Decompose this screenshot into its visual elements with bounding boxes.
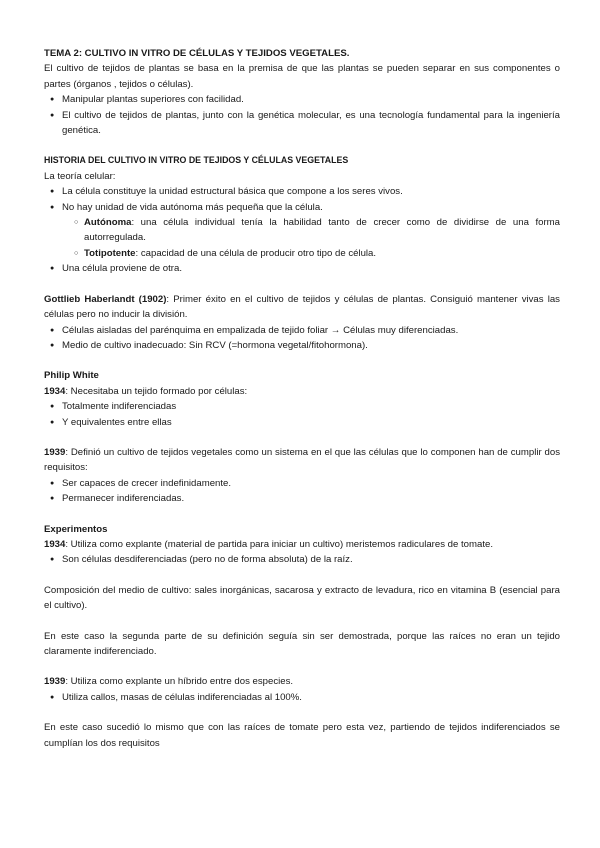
white-1939-paragraph: 1939: Definió un cultivo de tejidos vegetales como un sistema en el que las células que lo componen han de cumplir dos requisitos: [44, 446, 560, 474]
list-item: ● No hay unidad de vida autónoma más pequeña que la célula. [44, 200, 560, 215]
white-heading: Philip White [44, 370, 99, 382]
theory-label: La teoría celular: [44, 170, 116, 182]
list-item: ● Manipular plantas superiores con facilidad. [44, 92, 560, 107]
intro-paragraph: El cultivo de tejidos de plantas se basa en la premisa de que las plantas se pueden separar en sus componentes o partes (órganos , tejidos o células). [44, 63, 560, 90]
white-1939-list [44, 476, 560, 507]
arrow-icon: → [330, 324, 341, 336]
composition-paragraph: Composición del medio de cultivo: sales inorgánicas, sacarosa y extracto de levadura, rico en vitamina B (esencial para el cultivo). [44, 584, 560, 612]
white-1934-list [44, 399, 560, 430]
term-totipotente: Totipotente [84, 247, 136, 259]
list-item: ● El cultivo de tejidos de plantas, junto con la genética molecular, es una tecnología fundamental para la ingeniería genética. [44, 108, 560, 139]
list-item: ● Células aisladas del parénquima en empalizada de tejido foliar → Células muy diferenciadas. [44, 323, 560, 338]
list-item: ● Y equivalentes entre ellas [44, 415, 560, 430]
haberlandt-name: Gottlieb Haberlandt (1902) [44, 293, 167, 305]
sub-list-item [44, 246, 560, 261]
theory-list [44, 184, 560, 276]
list-item: ● Permanecer indiferenciadas. [44, 491, 560, 506]
haberlandt-list [44, 323, 560, 354]
second-part-paragraph: En este caso la segunda parte de su definición seguía sin ser demostrada, porque las raíces no eran un tejido claramente indiferenciado. [44, 630, 560, 657]
white-1934-paragraph: 1934: Necesitaba un tejido formado por células: [44, 385, 248, 397]
list-item: ● Son células desdiferenciadas (pero no de forma absoluta) de la raíz. [44, 552, 560, 567]
list-item: ● Una célula proviene de otra. [44, 261, 560, 276]
list-item: ● Utiliza callos, masas de células indiferenciadas al 100%. [44, 690, 560, 705]
document-title: TEMA 2: CULTIVO IN VITRO DE CÉLULAS Y TEJIDOS VEGETALES. [44, 48, 350, 59]
experiment-1939-list [44, 690, 560, 705]
experiment-1939-paragraph: 1939: Utiliza como explante un híbrido entre dos especies. [44, 676, 294, 688]
term-definition: : capacidad de una célula de producir otro tipo de célula. [135, 247, 377, 259]
intro-list [44, 92, 560, 138]
haberlandt-paragraph: Gottlieb Haberlandt (1902): Primer éxito en el cultivo de tejidos y células de plantas. Consiguió mantener vivas las células pero no inducir la división. [44, 293, 560, 321]
list-item: ● Medio de cultivo inadecuado: Sin RCV (=hormona vegetal/fitohormona). [44, 338, 560, 353]
list-item: ● Totalmente indiferenciadas [44, 399, 560, 414]
experiments-heading: Experimentos [44, 523, 108, 535]
history-heading: HISTORIA DEL CULTIVO IN VITRO DE TEJIDOS Y CÉLULAS VEGETALES [44, 155, 349, 166]
list-item: ● Ser capaces de crecer indefinidamente. [44, 476, 560, 491]
experiment-1934-paragraph: 1934: Utiliza como explante (material de partida para iniciar un cultivo) meristemos radiculares de tomate. [44, 538, 493, 550]
term-definition: : una célula individual tenía la habilidad tanto de crecer como de dividirse de una forma autorregulada. [84, 217, 560, 244]
sub-list-item [44, 215, 560, 246]
document-page [44, 46, 560, 751]
experiment-1934-list [44, 552, 560, 567]
term-autonoma: Autónoma [84, 217, 132, 229]
final-paragraph: En este caso sucedió lo mismo que con las raíces de tomate pero esta vez, partiendo de tejidos indiferenciados se cumplían los dos requisitos [44, 722, 560, 749]
list-item: ● La célula constituye la unidad estructural básica que compone a los seres vivos. [44, 184, 560, 199]
